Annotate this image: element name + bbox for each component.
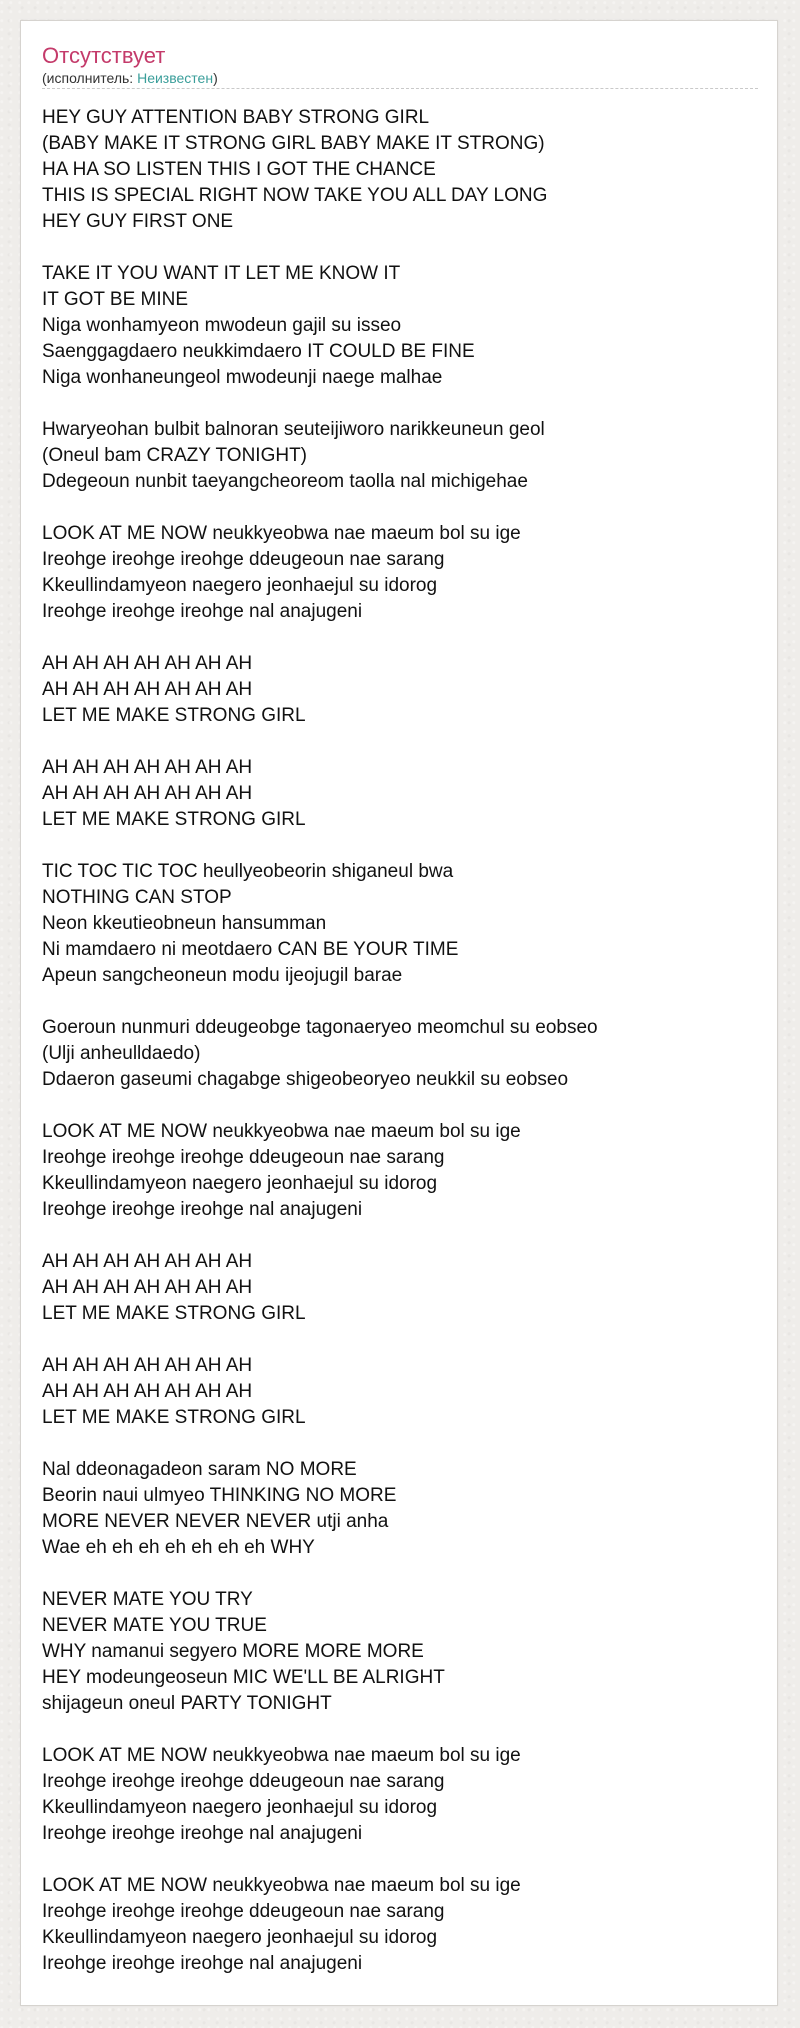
lyric-line: Kkeullindamyeon naegero jeonhaejul su idorog — [42, 575, 438, 596]
lyric-line: LOOK AT ME NOW neukkyeobwa nae maeum bol su ige — [42, 1121, 521, 1142]
lyrics-stanza — [42, 261, 758, 391]
lyric-line: (Ulji anheulldaedo) — [42, 1043, 201, 1064]
lyrics-stanza — [42, 1873, 758, 1977]
lyric-line: Neon kkeutieobneun hansumman — [42, 913, 327, 934]
lyric-line: LET ME MAKE STRONG GIRL — [42, 705, 306, 726]
lyrics-stanza — [42, 417, 758, 495]
lyrics-stanza — [42, 859, 758, 989]
lyric-line: Hwaryeohan bulbit balnoran seuteijiworo narikkeuneun geol — [42, 419, 545, 440]
lyric-line: Beorin naui ulmyeo THINKING NO MORE — [42, 1485, 397, 1506]
lyric-line: (Oneul bam CRAZY TONIGHT) — [42, 445, 308, 466]
lyric-line: HEY GUY ATTENTION BABY STRONG GIRL — [42, 107, 430, 128]
lyric-line: AH AH AH AH AH AH AH — [42, 679, 253, 700]
song-title: Отсутствует — [42, 43, 166, 68]
lyric-line: AH AH AH AH AH AH AH — [42, 1381, 253, 1402]
lyric-line: Ireohge ireohge ireohge nal anajugeni — [42, 1823, 363, 1844]
lyric-line: LOOK AT ME NOW neukkyeobwa nae maeum bol su ige — [42, 1875, 521, 1896]
performer-suffix: ) — [213, 70, 218, 86]
lyrics-stanza — [42, 521, 758, 625]
lyric-line: TIC TOC TIC TOC heullyeobeorin shiganeul bwa — [42, 861, 454, 882]
lyric-line: AH AH AH AH AH AH AH — [42, 653, 253, 674]
performer-line — [42, 69, 758, 87]
lyric-line: Kkeullindamyeon naegero jeonhaejul su idorog — [42, 1927, 438, 1948]
lyric-line: Apeun sangcheoneun modu ijeojugil barae — [42, 965, 403, 986]
lyrics-stanza — [42, 1249, 758, 1327]
lyric-line: Ddegeoun nunbit taeyangcheoreom taolla nal michigehae — [42, 471, 528, 492]
lyric-line: Ddaeron gaseumi chagabge shigeobeoryeo neukkil su eobseo — [42, 1069, 569, 1090]
lyric-line: Ireohge ireohge ireohge ddeugeoun nae sarang — [42, 1901, 445, 1922]
lyric-line: AH AH AH AH AH AH AH — [42, 1355, 253, 1376]
lyric-line: Niga wonhaneungeol mwodeunji naege malhae — [42, 367, 443, 388]
lyrics-stanza — [42, 1353, 758, 1431]
lyric-line: TAKE IT YOU WANT IT LET ME KNOW IT — [42, 263, 401, 284]
lyric-line: Goeroun nunmuri ddeugeobge tagonaeryeo meomchul su eobseo — [42, 1017, 598, 1038]
lyric-line: LET ME MAKE STRONG GIRL — [42, 1407, 306, 1428]
lyric-line: Ireohge ireohge ireohge ddeugeoun nae sarang — [42, 1771, 445, 1792]
lyric-line: NEVER MATE YOU TRUE — [42, 1615, 267, 1636]
lyrics-text — [42, 105, 758, 2003]
lyric-line: HEY modeungeoseun MIC WE'LL BE ALRIGHT — [42, 1667, 445, 1688]
lyric-line: Ireohge ireohge ireohge nal anajugeni — [42, 1199, 363, 1220]
lyrics-stanza — [42, 1743, 758, 1847]
lyrics-stanza — [42, 1587, 758, 1717]
lyric-line: AH AH AH AH AH AH AH — [42, 1251, 253, 1272]
lyric-line: HA HA SO LISTEN THIS I GOT THE CHANCE — [42, 159, 436, 180]
lyric-line: LET ME MAKE STRONG GIRL — [42, 1303, 306, 1324]
lyric-line: Nal ddeonagadeon saram NO MORE — [42, 1459, 357, 1480]
lyric-line: Niga wonhamyeon mwodeun gajil su isseo — [42, 315, 402, 336]
lyrics-stanza — [42, 755, 758, 833]
lyric-line: Ireohge ireohge ireohge ddeugeoun nae sarang — [42, 1147, 445, 1168]
lyric-line: LOOK AT ME NOW neukkyeobwa nae maeum bol su ige — [42, 523, 521, 544]
lyrics-card — [20, 20, 778, 2006]
lyrics-stanza — [42, 105, 758, 235]
lyric-line: WHY namanui segyero MORE MORE MORE — [42, 1641, 424, 1662]
lyrics-stanza — [42, 1119, 758, 1223]
lyric-line: Wae eh eh eh eh eh eh eh WHY — [42, 1537, 315, 1558]
lyric-line: Ireohge ireohge ireohge nal anajugeni — [42, 601, 363, 622]
lyric-line: HEY GUY FIRST ONE — [42, 211, 234, 232]
lyric-line: Kkeullindamyeon naegero jeonhaejul su idorog — [42, 1797, 438, 1818]
lyric-line: LET ME MAKE STRONG GIRL — [42, 809, 306, 830]
lyric-line: AH AH AH AH AH AH AH — [42, 1277, 253, 1298]
lyric-line: Ireohge ireohge ireohge ddeugeoun nae sarang — [42, 549, 445, 570]
lyric-line: Ni mamdaero ni meotdaero CAN BE YOUR TIME — [42, 939, 459, 960]
lyrics-stanza — [42, 651, 758, 729]
lyrics-stanza — [42, 1015, 758, 1093]
lyric-line: (BABY MAKE IT STRONG GIRL BABY MAKE IT STRONG) — [42, 133, 545, 154]
lyric-line: NOTHING CAN STOP — [42, 887, 232, 908]
lyric-line: NEVER MATE YOU TRY — [42, 1589, 253, 1610]
lyric-line: MORE NEVER NEVER NEVER utji anha — [42, 1511, 389, 1532]
lyric-line: IT GOT BE MINE — [42, 289, 189, 310]
lyric-line: THIS IS SPECIAL RIGHT NOW TAKE YOU ALL DAY LONG — [42, 185, 548, 206]
lyric-line: Kkeullindamyeon naegero jeonhaejul su idorog — [42, 1173, 438, 1194]
lyric-line: LOOK AT ME NOW neukkyeobwa nae maeum bol su ige — [42, 1745, 521, 1766]
lyric-line: Ireohge ireohge ireohge nal anajugeni — [42, 1953, 363, 1974]
lyric-line: shijageun oneul PARTY TONIGHT — [42, 1693, 332, 1714]
lyric-line: Saenggagdaero neukkimdaero IT COULD BE FINE — [42, 341, 475, 362]
lyric-line: AH AH AH AH AH AH AH — [42, 757, 253, 778]
performer-prefix: (исполнитель: — [42, 70, 138, 86]
performer-link[interactable]: Неизвестен — [137, 70, 214, 86]
lyrics-stanza — [42, 1457, 758, 1561]
song-header — [42, 43, 758, 89]
lyric-line: AH AH AH AH AH AH AH — [42, 783, 253, 804]
